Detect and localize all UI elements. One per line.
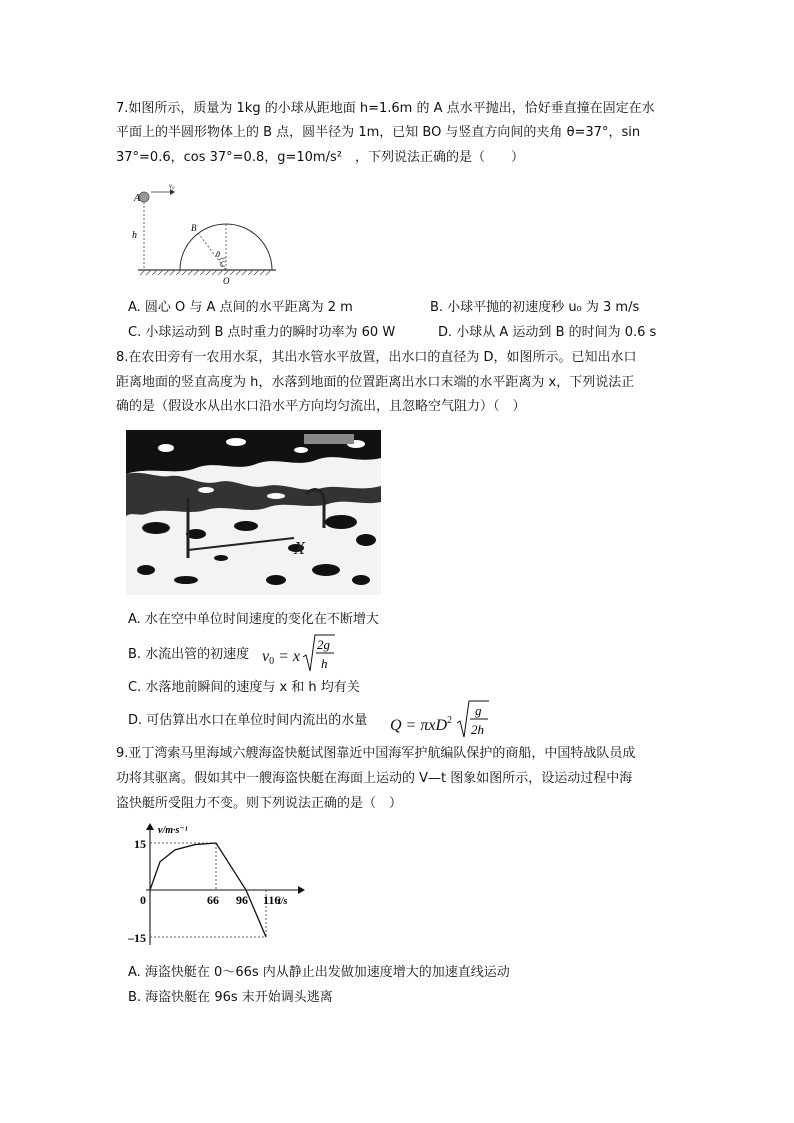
label-a: A bbox=[134, 193, 141, 204]
q8-line3: 确的是（假设水从出水口沿水平方向均匀流出，且忽略空气阻力）（ ） bbox=[116, 399, 526, 414]
q7-option-d: D. 小球从 A 运动到 B 的时间为 0.6 s bbox=[438, 325, 657, 340]
x-axis-arrow bbox=[298, 886, 305, 894]
tick-origin: 0 bbox=[140, 893, 146, 907]
formula-v: v bbox=[262, 648, 270, 665]
label-theta: θ bbox=[216, 250, 220, 259]
sqrt-numerator: 2g bbox=[317, 637, 330, 652]
formula-q: Q = πxD bbox=[390, 717, 448, 734]
q8-option-a: A. 水在空中单位时间速度的变化在不断增大 bbox=[128, 612, 379, 627]
q7-line3: 37°=0.6，cos 37°=0.8，g=10m/s² ，下列说法正确的是（ ） bbox=[116, 150, 524, 165]
y-axis-arrow bbox=[146, 823, 154, 830]
q8-line2: 距离地面的竖直高度为 h，水落到地面的位置距离出水口末端的水平距离为 x，下列说法正 bbox=[116, 375, 635, 390]
tick-x-116: 116 bbox=[263, 893, 281, 907]
formula-sup: 2 bbox=[447, 715, 453, 726]
formula-sub: 0 bbox=[269, 656, 275, 667]
x-axis-label: t/s bbox=[278, 896, 288, 907]
ground-hatch bbox=[140, 270, 271, 275]
vt-chart bbox=[128, 820, 318, 950]
q8-option-d-prefix: D. 可估算出水口在单位时间内流出的水量 bbox=[128, 713, 368, 728]
sqrt-denominator: 2h bbox=[471, 722, 484, 737]
q7-option-c: C. 小球运动到 B 点时重力的瞬时功率为 60 W bbox=[128, 325, 396, 340]
q9-line1: 9.亚丁湾索马里海域六艘海盗快艇试图靠近中国海军护航编队保护的商船，中国特战队员成 bbox=[116, 746, 636, 761]
tick-x-96: 96 bbox=[236, 893, 248, 907]
q8-option-b-formula bbox=[262, 648, 300, 671]
label-b: B bbox=[191, 223, 197, 233]
q8-option-c: C. 水落地前瞬间的速度与 x 和 h 均有关 bbox=[128, 680, 360, 695]
ball-a bbox=[139, 192, 149, 202]
q8-line1: 8.在农田旁有一农用水泵，其出水管水平放置，出水口的直径为 D，如图所示。已知出水口 bbox=[116, 350, 637, 365]
y-axis-label: v/m·s⁻¹ bbox=[158, 825, 188, 836]
q9-line3: 盗快艇所受阻力不变。则下列说法正确的是（ ） bbox=[116, 796, 403, 811]
sqrt-numerator: g bbox=[475, 703, 482, 718]
q9-option-b: B. 海盗快艇在 96s 末开始调头逃离 bbox=[128, 990, 333, 1005]
q8-option-b-prefix: B. 水流出管的初速度 bbox=[128, 647, 250, 662]
q8-option-b-radical bbox=[302, 633, 336, 675]
q8-option-b bbox=[128, 646, 249, 664]
sqrt-denominator: h bbox=[321, 656, 328, 671]
q8-photo bbox=[126, 430, 381, 595]
tick-y-15: 15 bbox=[134, 837, 146, 851]
tick-x-66: 66 bbox=[207, 893, 219, 907]
q8-option-d-formula bbox=[390, 712, 452, 735]
q9-option-a: A. 海盗快艇在 0～66s 内从静止出发做加速度增大的加速直线运动 bbox=[128, 965, 510, 980]
formula-eq: = x bbox=[278, 648, 301, 665]
label-o: O bbox=[223, 276, 230, 286]
label-c: C bbox=[220, 260, 226, 269]
q7-option-a: A. 圆心 O 与 A 点间的水平距离为 2 m bbox=[128, 300, 353, 315]
tick-y-neg15: –15 bbox=[128, 931, 146, 945]
q7-figure bbox=[126, 178, 286, 288]
q7-line2: 平面上的半圆形物体上的 B 点，圆半径为 1m，已知 BO 与竖直方向间的夹角 θ=37°，sin bbox=[116, 125, 641, 140]
svg-text:X: X bbox=[294, 538, 305, 558]
q8-option-d bbox=[128, 712, 367, 730]
label-h: h bbox=[132, 230, 137, 241]
label-v0: v₀ bbox=[169, 182, 175, 190]
q8-option-d-radical bbox=[456, 699, 490, 741]
q7-line1: 7.如图所示，质量为 1kg 的小球从距地面 h=1.6m 的 A 点水平抛出，恰好垂直撞在固定在水 bbox=[116, 101, 655, 116]
q7-option-b: B. 小球平抛的初速度秒 u₀ 为 3 m/s bbox=[430, 300, 640, 315]
q9-line2: 功将其驱离。假如其中一艘海盗快艇在海面上运动的 V—t 图象如图所示，设运动过程中海 bbox=[116, 771, 633, 786]
